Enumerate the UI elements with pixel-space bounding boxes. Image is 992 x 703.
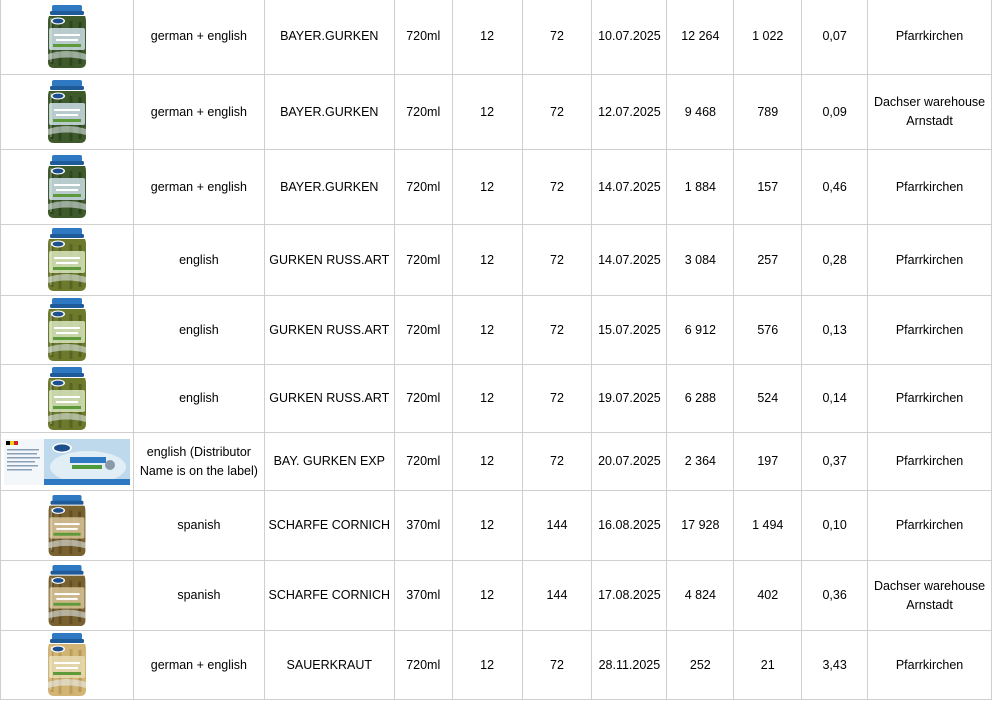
volume-cell[interactable]: 720ml [394, 225, 452, 296]
quantity-cell[interactable]: 72 [522, 75, 592, 150]
date-cell[interactable]: 19.07.2025 [592, 365, 667, 433]
price-cell[interactable]: 0,07 [802, 0, 868, 75]
table-row[interactable] [1, 561, 992, 631]
units-cell[interactable]: 9 468 [667, 75, 734, 150]
location-cell[interactable]: Dachser warehouse Arnstadt [868, 561, 992, 631]
table-row[interactable] [1, 150, 992, 225]
jar-gurken-russ-icon [44, 322, 90, 336]
table-row[interactable] [1, 296, 992, 365]
date-cell[interactable]: 28.11.2025 [592, 631, 667, 700]
price-cell[interactable]: 0,37 [802, 433, 868, 491]
table-body [1, 0, 992, 700]
price-cell[interactable]: 0,46 [802, 150, 868, 225]
cartons-cell[interactable]: 1 494 [734, 491, 802, 561]
table-row[interactable] [1, 491, 992, 561]
product-name-cell[interactable]: GURKEN RUSS.ART [264, 365, 394, 433]
quantity-cell[interactable]: 72 [522, 0, 592, 75]
cartons-cell[interactable]: 157 [734, 150, 802, 225]
volume-cell[interactable]: 720ml [394, 150, 452, 225]
quantity-cell[interactable]: 144 [522, 491, 592, 561]
pack-size-cell[interactable]: 12 [452, 631, 522, 700]
pack-size-cell[interactable]: 12 [452, 491, 522, 561]
cartons-cell[interactable]: 21 [734, 631, 802, 700]
jar-scharfe-cornich-icon [44, 518, 90, 532]
date-cell[interactable]: 10.07.2025 [592, 0, 667, 75]
date-cell[interactable]: 17.08.2025 [592, 561, 667, 631]
product-image-cell[interactable] [1, 491, 134, 561]
date-cell[interactable]: 20.07.2025 [592, 433, 667, 491]
price-cell[interactable]: 0,28 [802, 225, 868, 296]
product-image-cell[interactable] [1, 150, 134, 225]
price-cell[interactable]: 3,43 [802, 631, 868, 700]
language-cell[interactable]: german + english [133, 150, 264, 225]
table-row[interactable] [1, 75, 992, 150]
location-cell[interactable]: Pfarrkirchen [868, 631, 992, 700]
product-name-cell[interactable]: GURKEN RUSS.ART [264, 296, 394, 365]
pack-size-cell[interactable]: 12 [452, 0, 522, 75]
units-cell[interactable]: 6 288 [667, 365, 734, 433]
units-cell[interactable]: 12 264 [667, 0, 734, 75]
pack-size-cell[interactable]: 12 [452, 365, 522, 433]
product-image-cell[interactable] [1, 631, 134, 700]
price-cell[interactable]: 0,10 [802, 491, 868, 561]
location-cell[interactable]: Pfarrkirchen [868, 365, 992, 433]
price-cell[interactable]: 0,13 [802, 296, 868, 365]
product-image-cell[interactable] [1, 296, 134, 365]
price-cell[interactable]: 0,09 [802, 75, 868, 150]
volume-cell[interactable]: 370ml [394, 491, 452, 561]
product-image-cell[interactable] [1, 365, 134, 433]
cartons-cell[interactable]: 402 [734, 561, 802, 631]
date-cell[interactable]: 14.07.2025 [592, 225, 667, 296]
jar-sauerkraut-icon [44, 657, 90, 671]
product-image-cell[interactable] [1, 75, 134, 150]
product-name-cell[interactable]: SAUERKRAUT [264, 631, 394, 700]
location-cell[interactable]: Pfarrkirchen [868, 0, 992, 75]
volume-cell[interactable]: 720ml [394, 75, 452, 150]
jar-scharfe-cornich-icon [44, 588, 90, 602]
units-cell[interactable]: 3 084 [667, 225, 734, 296]
product-name-cell[interactable]: SCHARFE CORNICH [264, 561, 394, 631]
volume-cell[interactable]: 370ml [394, 561, 452, 631]
product-name-cell[interactable]: BAYER.GURKEN [264, 75, 394, 150]
language-cell[interactable]: english [133, 225, 264, 296]
pack-size-cell[interactable]: 12 [452, 75, 522, 150]
table-row[interactable] [1, 225, 992, 296]
product-image-cell[interactable] [1, 0, 134, 75]
product-name-cell[interactable]: SCHARFE CORNICH [264, 491, 394, 561]
units-cell[interactable]: 6 912 [667, 296, 734, 365]
pack-size-cell[interactable]: 12 [452, 150, 522, 225]
quantity-cell[interactable]: 72 [522, 296, 592, 365]
quantity-cell[interactable]: 72 [522, 150, 592, 225]
pack-size-cell[interactable]: 12 [452, 225, 522, 296]
date-cell[interactable]: 16.08.2025 [592, 491, 667, 561]
language-cell[interactable]: english (Distributor Name is on the label) [133, 433, 264, 491]
date-cell[interactable]: 14.07.2025 [592, 150, 667, 225]
pack-size-cell[interactable]: 12 [452, 433, 522, 491]
date-cell[interactable]: 12.07.2025 [592, 75, 667, 150]
jar-bayer-gurken-icon [44, 179, 90, 193]
jar-bayer-gurken-icon [44, 104, 90, 118]
table-row[interactable] [1, 365, 992, 433]
product-image-cell[interactable] [1, 561, 134, 631]
product-name-cell[interactable]: BAY. GURKEN EXP [264, 433, 394, 491]
jar-gurken-russ-icon [44, 391, 90, 405]
language-cell[interactable]: german + english [133, 75, 264, 150]
language-cell[interactable]: english [133, 365, 264, 433]
location-cell[interactable]: Pfarrkirchen [868, 150, 992, 225]
location-cell[interactable]: Pfarrkirchen [868, 225, 992, 296]
units-cell[interactable]: 252 [667, 631, 734, 700]
cartons-cell[interactable]: 576 [734, 296, 802, 365]
product-name-cell[interactable]: BAYER.GURKEN [264, 0, 394, 75]
product-name-cell[interactable]: BAYER.GURKEN [264, 150, 394, 225]
units-cell[interactable]: 2 364 [667, 433, 734, 491]
cartons-cell[interactable]: 1 022 [734, 0, 802, 75]
language-cell[interactable]: german + english [133, 0, 264, 75]
location-cell[interactable]: Pfarrkirchen [868, 433, 992, 491]
volume-cell[interactable]: 720ml [394, 365, 452, 433]
language-cell[interactable]: english [133, 296, 264, 365]
units-cell[interactable]: 4 824 [667, 561, 734, 631]
product-label-icon [4, 454, 130, 468]
product-image-cell[interactable] [1, 225, 134, 296]
price-cell[interactable]: 0,14 [802, 365, 868, 433]
language-cell[interactable]: spanish [133, 561, 264, 631]
product-image-cell[interactable] [1, 433, 134, 491]
volume-cell[interactable]: 720ml [394, 296, 452, 365]
table-row[interactable] [1, 0, 992, 75]
quantity-cell[interactable]: 72 [522, 433, 592, 491]
table-row[interactable] [1, 433, 992, 491]
language-cell[interactable]: german + english [133, 631, 264, 700]
location-cell[interactable]: Dachser warehouse Arnstadt [868, 75, 992, 150]
quantity-cell[interactable]: 72 [522, 225, 592, 296]
volume-cell[interactable]: 720ml [394, 0, 452, 75]
cartons-cell[interactable]: 524 [734, 365, 802, 433]
volume-cell[interactable]: 720ml [394, 433, 452, 491]
location-cell[interactable]: Pfarrkirchen [868, 296, 992, 365]
quantity-cell[interactable]: 144 [522, 561, 592, 631]
units-cell[interactable]: 1 884 [667, 150, 734, 225]
cartons-cell[interactable]: 789 [734, 75, 802, 150]
units-cell[interactable]: 17 928 [667, 491, 734, 561]
language-cell[interactable]: spanish [133, 491, 264, 561]
pack-size-cell[interactable]: 12 [452, 561, 522, 631]
cartons-cell[interactable]: 257 [734, 225, 802, 296]
jar-bayer-gurken-icon [44, 29, 90, 43]
pack-size-cell[interactable]: 12 [452, 296, 522, 365]
cartons-cell[interactable]: 197 [734, 433, 802, 491]
quantity-cell[interactable]: 72 [522, 365, 592, 433]
price-cell[interactable]: 0,36 [802, 561, 868, 631]
date-cell[interactable]: 15.07.2025 [592, 296, 667, 365]
volume-cell[interactable]: 720ml [394, 631, 452, 700]
table-row[interactable] [1, 631, 992, 700]
quantity-cell[interactable]: 72 [522, 631, 592, 700]
product-name-cell[interactable]: GURKEN RUSS.ART [264, 225, 394, 296]
location-cell[interactable]: Pfarrkirchen [868, 491, 992, 561]
jar-gurken-russ-icon [44, 252, 90, 266]
